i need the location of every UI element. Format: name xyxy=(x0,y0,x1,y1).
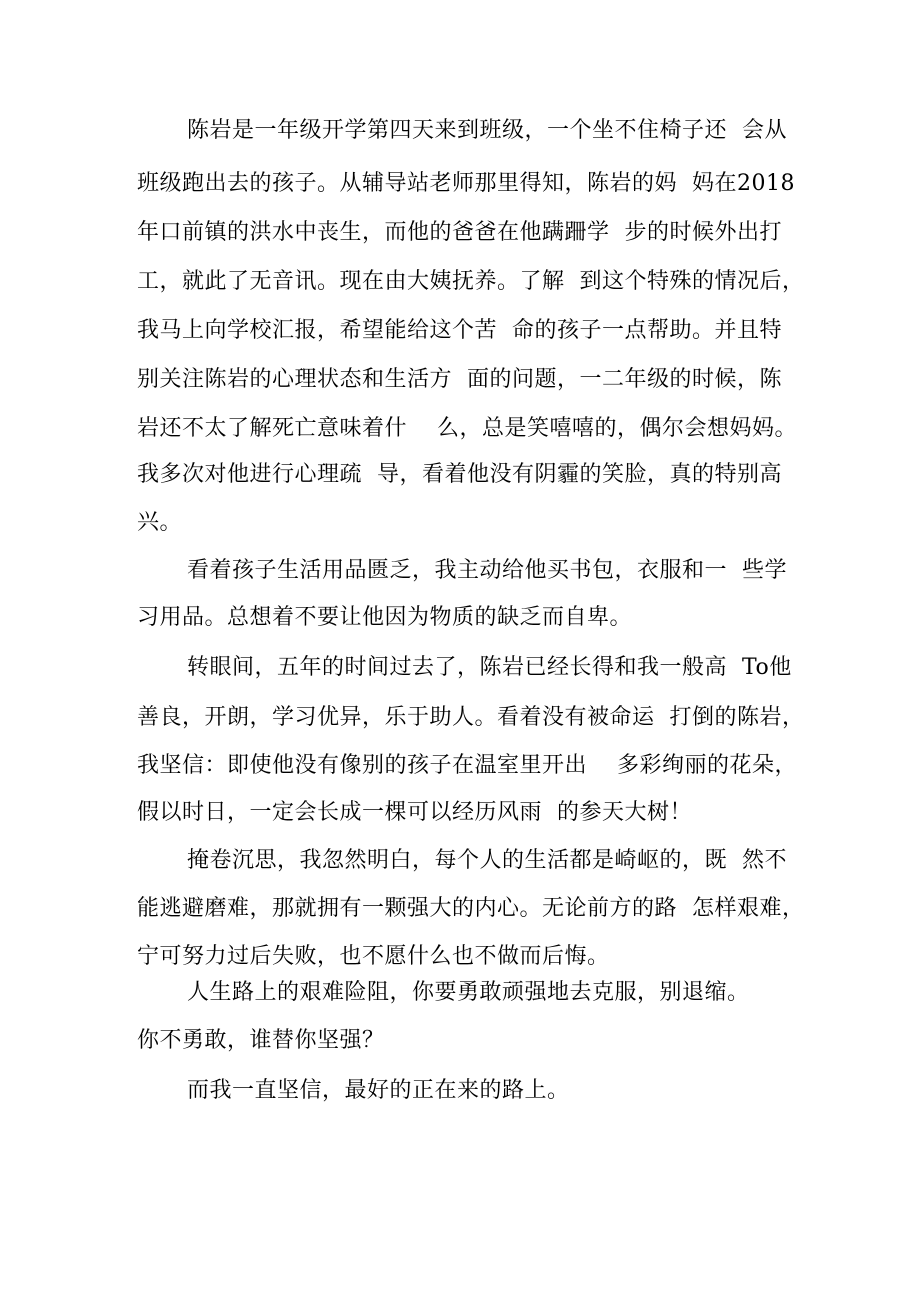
text-line: 而我一直坚信，最好的正在来的路上。 xyxy=(187,1078,570,1103)
text-line: 岩还不太了解死亡意味着什 么，总是笑嘻嘻的，偶尔会想妈妈。 xyxy=(137,416,797,441)
text-line: 能逃避磨难，那就拥有一颗强大的内心。无论前方的路 怎样艰难， xyxy=(137,896,805,921)
text-line: 兴。 xyxy=(137,510,183,535)
text-line: 宁可努力过后失败，也不愿什么也不做而后悔。 xyxy=(137,944,610,969)
text-line: 假以时日，一定会长成一棵可以经历风雨 的参天大树！ xyxy=(137,800,692,825)
text-line: 你不勇敢，谁替你坚强？ xyxy=(137,1028,385,1053)
text-line: 工，就此了无音讯。现在由大姨抚养。了解 到这个特殊的情况后， xyxy=(137,269,805,294)
text-line: 掩卷沉思，我忽然明白，每个人的生活都是崎岖的，既 然不 xyxy=(187,848,787,873)
text-line: 习用品。总想着不要让他因为物质的缺乏而自卑。 xyxy=(137,605,633,630)
text-line: 看着孩子生活用品匮乏，我主动给他买书包，衣服和一 些学 xyxy=(187,558,787,583)
text-line: 我坚信：即使他没有像别的孩子在温室里开出 多彩绚丽的花朵， xyxy=(137,753,797,778)
text-line: 别关注陈岩的心理状态和生活方 面的问题，一二年级的时候，陈 xyxy=(137,367,782,392)
text-line: 班级跑出去的孩子。从辅导站老师那里得知，陈岩的妈 妈在2018 xyxy=(137,171,795,196)
text-line: 我马上向学校汇报，希望能给这个苦 命的孩子一点帮助。并且特 xyxy=(137,318,782,343)
text-line: 年口前镇的洪水中丧生，而他的爸爸在他蹒跚学 步的时候外出打 xyxy=(137,220,782,245)
text-line: 善良，开朗，学习优异，乐于助人。看着没有被命运 打倒的陈岩， xyxy=(137,705,805,730)
text-line: 人生路上的艰难险阻，你要勇敢顽强地去克服，别退缩。 xyxy=(187,980,750,1005)
text-line: 陈岩是一年级开学第四天来到班级，一个坐不住椅子还 会从 xyxy=(187,118,787,143)
text-line: 转眼间，五年的时间过去了，陈岩已经长得和我一般高 To他 xyxy=(187,655,792,680)
text-line: 我多次对他进行心理疏 导，看着他没有阴霾的笑脸，真的特别高 xyxy=(137,462,782,487)
